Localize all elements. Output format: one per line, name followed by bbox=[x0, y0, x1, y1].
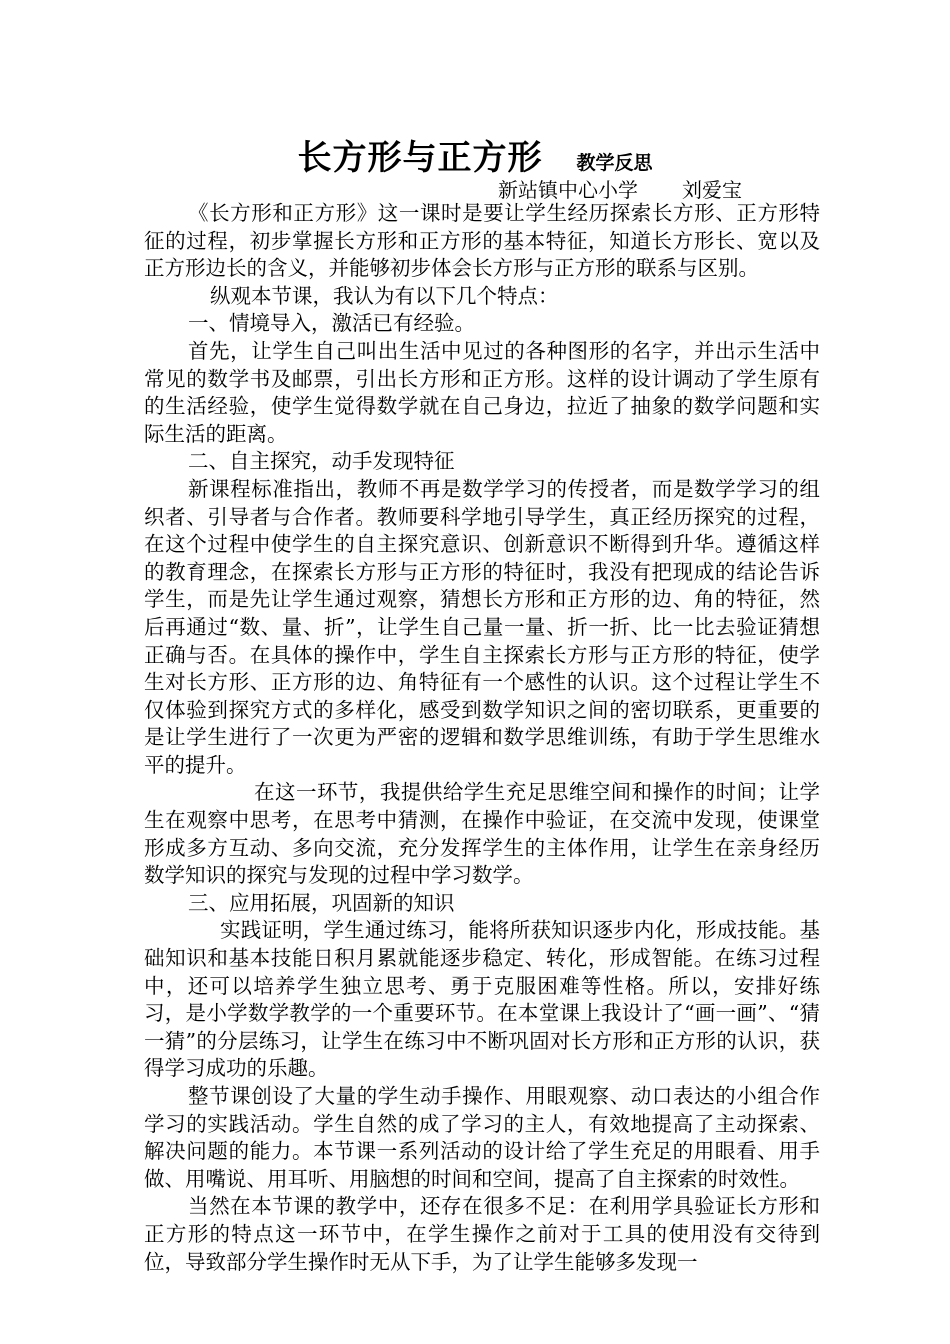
document-body bbox=[144, 200, 820, 1276]
school-name: 新站镇中心小学 bbox=[498, 178, 638, 202]
paragraph-intro: 《长方形和正方形》这一课时是要让学生经历探索长方形、正方形特征的过程，初步掌握长方形和正方形的基本特征，知道长方形长、宽以及正方形边长的含义，并能够初步体会长方形与正方形的联系与区别。 bbox=[144, 201, 820, 281]
paragraph: 首先，让学生自己叫出生活中见过的各种图形的名字，并出示生活中常见的数学书及邮票，引出长方形和正方形。这样的设计调动了学生原有的生活经验，使学生觉得数学就在自己身边，拉近了抽象的数学问题和实际生活的距离。 bbox=[144, 338, 820, 446]
author-name: 刘爱宝 bbox=[682, 178, 742, 202]
section-heading-2: 二、自主探究，动手发现特征 bbox=[188, 449, 455, 474]
paragraph: 在这一环节，我提供给学生充足思维空间和操作的时间；让学生在观察中思考，在思考中猜测，在操作中验证，在交流中发现，使课堂形成多方互动、多向交流，充分发挥学生的主体作用，让学生在亲身经历数学知识的探究与发现的过程中学习数学。 bbox=[144, 780, 820, 888]
document-title: 长方形与正方形 bbox=[297, 138, 543, 178]
paragraph: 新课程标准指出，教师不再是数学学习的传授者，而是数学学习的组织者、引导者与合作者。教师要科学地引导学生，真正经历探究的过程，在这个过程中使学生的自主探究意识、创新意识不断得到升华。遵循这样的教育理念，在探索长方形与正方形的特征时，我没有把现成的结论告诉学生，而是先让学生通过观察，猜想长方形和正方形的边、角的特征，然后再通过“数、量、折”，让学生自己量一量、折一折、比一比去验证猜想正确与否。在具体的操作中，学生自主探索长方形与正方形的特征，使学生对长方形、正方形的边、角特征有一个感性的认识。这个过程让学生不仅体验到探究方式的多样化，感受到数学知识之间的密切联系，更重要的是让学生进行了一次更为严密的逻辑和数学思维训练，有助于学生思维水平的提升。 bbox=[144, 476, 820, 777]
title-row bbox=[0, 130, 950, 178]
document-subtitle: 教学反思 bbox=[576, 152, 653, 174]
paragraph-overview: 纵观本节课，我认为有以下几个特点： bbox=[210, 283, 559, 308]
byline bbox=[498, 174, 742, 202]
paragraph: 整节课创设了大量的学生动手操作、用眼观察、动口表达的小组合作学习的实践活动。学生自然的成了学习的主人，有效地提高了主动探索、解决问题的能力。本节课一系列活动的设计给了学生充足的用眼看、用手做、用嘴说、用耳听、用脑想的时间和空间，提高了自主探索的时效性。 bbox=[144, 1084, 820, 1191]
section-heading-3: 三、应用拓展，巩固新的知识 bbox=[188, 890, 455, 915]
section-heading-1: 一、情境导入，激活已有经验。 bbox=[188, 311, 475, 336]
paragraph: 实践证明，学生通过练习，能将所获知识逐步内化，形成技能。基础知识和基本技能日积月累就能逐步稳定、转化，形成智能。在练习过程中，还可以培养学生独立思考、勇于克服困难等性格。所以，安排好练习，是小学数学教学的一个重要环节。在本堂课上我设计了“画一画”、“猜一猜”的分层练习，让学生在练习中不断巩固对长方形和正方形的认识，获得学习成功的乐趣。 bbox=[144, 918, 820, 1081]
paragraph: 当然在本节课的教学中，还存在很多不足：在利用学具验证长方形和正方形的特点这一环节中，在学生操作之前对于工具的使用没有交待到位，导致部分学生操作时无从下手，为了让学生能够多发现一 bbox=[144, 1194, 820, 1274]
